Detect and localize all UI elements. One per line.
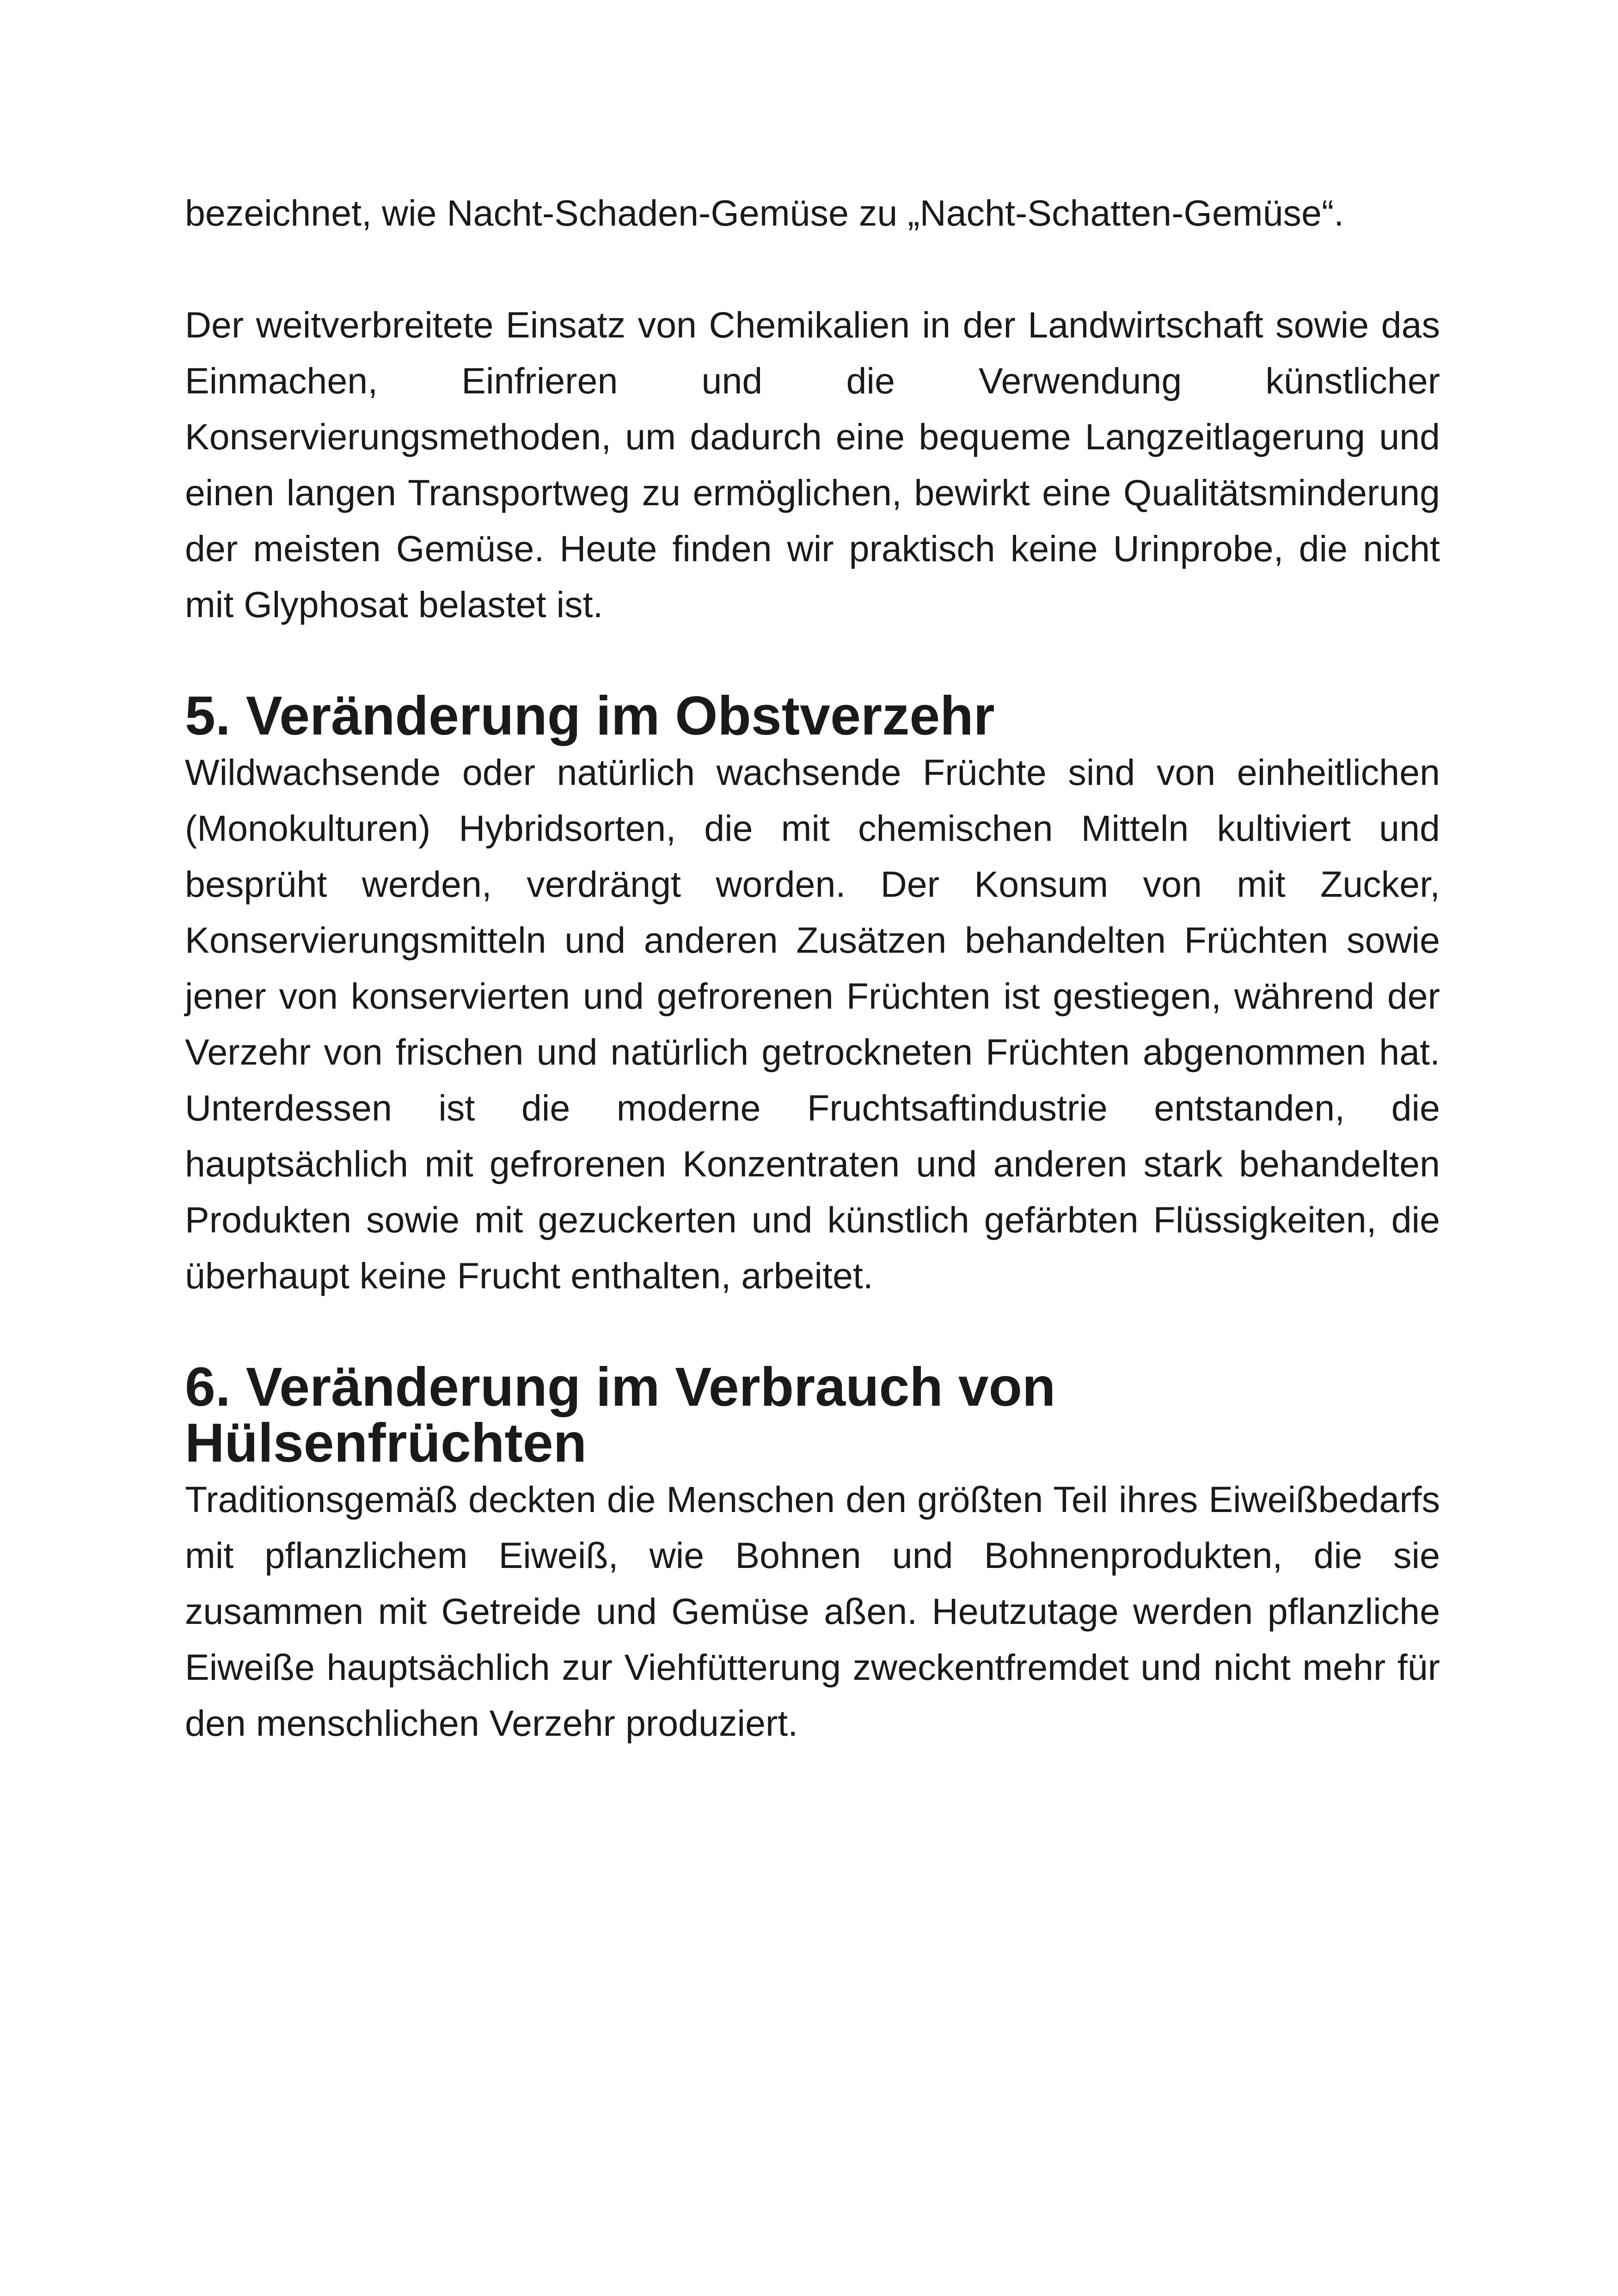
paragraph-spacer [185, 632, 1440, 688]
paragraph-chemicals: Der weitverbreitete Einsatz von Chemikalien in der Landwirtschaft sowie das Einmachen, Einfrieren und die Verwendung künstlicher Konservierungsmethoden, um dadurch eine bequeme Langzeitlagerung und einen langen Transportweg zu ermöglichen, bewirkt eine Qualitätsminderung der meisten Gemüse. Heute finden wir praktisch keine Urinprobe, die nicht mit Glyphosat belastet ist. [185, 304, 1440, 625]
paragraph-continuation: bezeichnet, wie Nacht-Schaden-Gemüse zu „Nacht-Schatten-Gemüse“. [185, 192, 1344, 233]
section-body-fruit: Wildwachsende oder natürlich wachsende Früchte sind von einheitlichen (Monokulturen) Hybridsorten, die mit chemischen Mitteln kultiviert und besprüht werden, verdrängt worden. Der Konsum von mit Zucker, Konservierungsmitteln und anderen Zusätzen behandelten Früchten sowie jener von konservierten und gefrorenen Früchten ist gestiegen, während der Verzehr von frischen und natürlich getrockneten Früchten abgenommen hat. Unterdessen ist die moderne Fruchtsaftindustrie entstanden, die hauptsächlich mit gefrorenen Konzentraten und anderen stark behandelten Produkten sowie mit gezuckerten und künstlich gefärbten Flüssigkeiten, die überhaupt keine Frucht enthalten, arbeitet. [185, 752, 1440, 1296]
paragraph-spacer [185, 1304, 1440, 1359]
section-heading-fruit: 5. Veränderung im Obstverzehr [185, 686, 995, 747]
document-body [185, 185, 1440, 1751]
section-body-legumes: Traditionsgemäß deckten die Menschen den größten Teil ihres Eiweißbedarfs mit pflanzlichem Eiweiß, wie Bohnen und Bohnenprodukten, die sie zusammen mit Getreide und Gemüse aßen. Heutzutage werden pflanzliche Eiweiße hauptsächlich zur Viehfütterung zweckentfremdet und nicht mehr für den menschlichen Verzehr produziert. [185, 1479, 1440, 1744]
section-heading-legumes: 6. Veränderung im Verbrauch von Hülsenfrüchten [185, 1357, 1056, 1474]
paragraph-spacer [185, 241, 1440, 297]
